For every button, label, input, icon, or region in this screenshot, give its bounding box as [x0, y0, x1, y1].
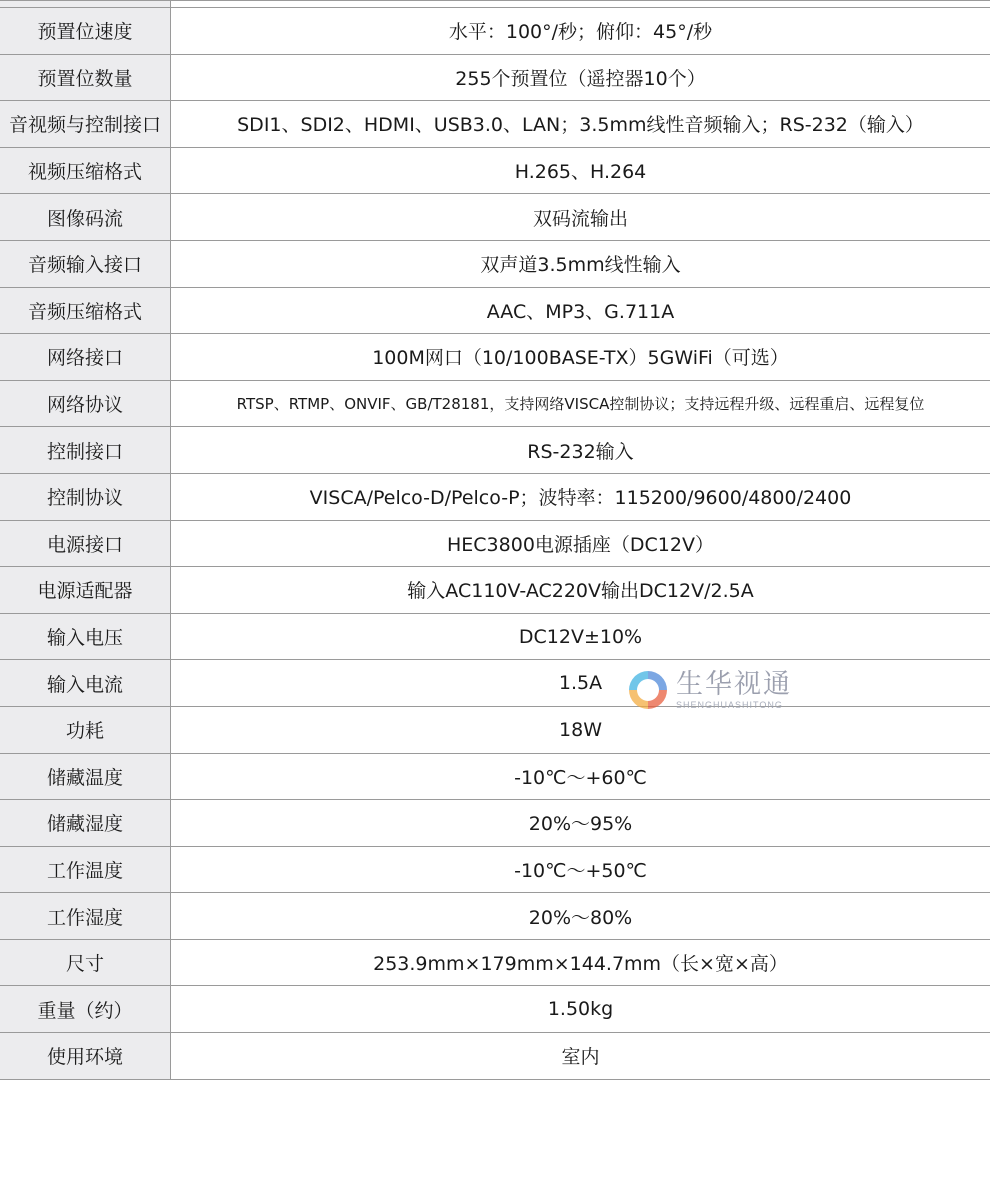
row-value: SDI1、SDI2、HDMI、USB3.0、LAN；3.5mm线性音频输入；RS-232（输入） — [237, 114, 924, 137]
table-row — [0, 381, 990, 428]
table-row — [0, 660, 990, 707]
table-row — [0, 101, 990, 148]
row-label: 控制接口 — [0, 427, 171, 473]
row-label: 音频输入接口 — [0, 241, 171, 287]
table-row — [0, 707, 990, 754]
table-row — [0, 334, 990, 381]
row-value: 双声道3.5mm线性输入 — [480, 254, 681, 277]
row-value: 室内 — [561, 1046, 600, 1069]
row-label: 功耗 — [0, 707, 171, 753]
row-label: 尺寸 — [0, 940, 171, 986]
table-row — [0, 521, 990, 568]
table-row — [0, 474, 990, 521]
row-label: 使用环境 — [0, 1033, 171, 1079]
row-label: 预置位数量 — [0, 55, 171, 101]
row-value: 双码流输出 — [532, 207, 628, 230]
table-row — [0, 288, 990, 335]
row-value: 输入AC110V-AC220V输出DC12V/2.5A — [407, 580, 754, 603]
row-value: 20%～80% — [528, 906, 633, 929]
row-value: AAC、MP3、G.711A — [486, 300, 675, 323]
table-row — [0, 55, 990, 102]
table-row — [0, 427, 990, 474]
row-label: 电源接口 — [0, 521, 171, 567]
row-label: 储藏湿度 — [0, 800, 171, 846]
table-row — [0, 800, 990, 847]
table-row — [0, 614, 990, 661]
table-row — [0, 241, 990, 288]
row-value: HEC3800电源插座（DC12V） — [447, 533, 714, 556]
table-row — [0, 754, 990, 801]
row-value: 1.50kg — [547, 998, 614, 1021]
table-row — [0, 847, 990, 894]
row-label: 音频压缩格式 — [0, 288, 171, 334]
brand-logo-icon — [626, 668, 670, 712]
row-label: 工作湿度 — [0, 893, 171, 939]
row-value: 18W — [559, 718, 602, 741]
row-label: 电源适配器 — [0, 567, 171, 613]
row-value: DC12V±10% — [518, 625, 643, 648]
row-label: 音视频与控制接口 — [0, 101, 171, 147]
table-row — [0, 567, 990, 614]
row-value: 20%～95% — [528, 813, 633, 836]
row-label: 网络协议 — [0, 381, 171, 427]
row-value: 1.5A — [558, 672, 603, 695]
brand-name-cn: 生华视通 — [676, 668, 792, 700]
row-value: 253.9mm×179mm×144.7mm（长×宽×高） — [373, 953, 788, 976]
row-label: 控制协议 — [0, 474, 171, 520]
brand-name-en: SHENGHUASHITONG — [676, 699, 783, 710]
table-top-strip — [0, 1, 990, 8]
top-strip-value-cell — [171, 1, 990, 7]
row-value: VISCA/Pelco-D/Pelco-P；波特率：115200/9600/4800/2400 — [309, 487, 852, 510]
brand-watermark — [626, 668, 792, 712]
top-strip-label-cell — [0, 1, 171, 7]
table-row — [0, 194, 990, 241]
table-row — [0, 893, 990, 940]
row-label: 输入电压 — [0, 614, 171, 660]
row-label: 网络接口 — [0, 334, 171, 380]
row-label: 储藏温度 — [0, 754, 171, 800]
table-row — [0, 986, 990, 1033]
row-value: -10℃～+60℃ — [514, 766, 647, 789]
row-value: RS-232输入 — [527, 440, 634, 463]
row-label: 预置位速度 — [0, 8, 171, 54]
row-value: 水平：100°/秒；俯仰：45°/秒 — [448, 21, 713, 44]
table-row — [0, 940, 990, 987]
table-row — [0, 1033, 990, 1080]
row-value: H.265、H.264 — [514, 161, 647, 184]
row-value: 100M网口（10/100BASE-TX）5GWiFi（可选） — [372, 347, 789, 370]
row-value: RTSP、RTMP、ONVIF、GB/T28181，支持网络VISCA控制协议；支持远程升级、远程重启、远程复位 — [236, 395, 925, 414]
row-value: 255个预置位（遥控器10个） — [455, 67, 706, 90]
row-label: 重量（约） — [0, 986, 171, 1032]
row-label: 视频压缩格式 — [0, 148, 171, 194]
table-row — [0, 8, 990, 55]
row-label: 图像码流 — [0, 194, 171, 240]
row-label: 输入电流 — [0, 660, 171, 706]
row-label: 工作温度 — [0, 847, 171, 893]
table-row — [0, 148, 990, 195]
row-value: -10℃～+50℃ — [514, 859, 647, 882]
